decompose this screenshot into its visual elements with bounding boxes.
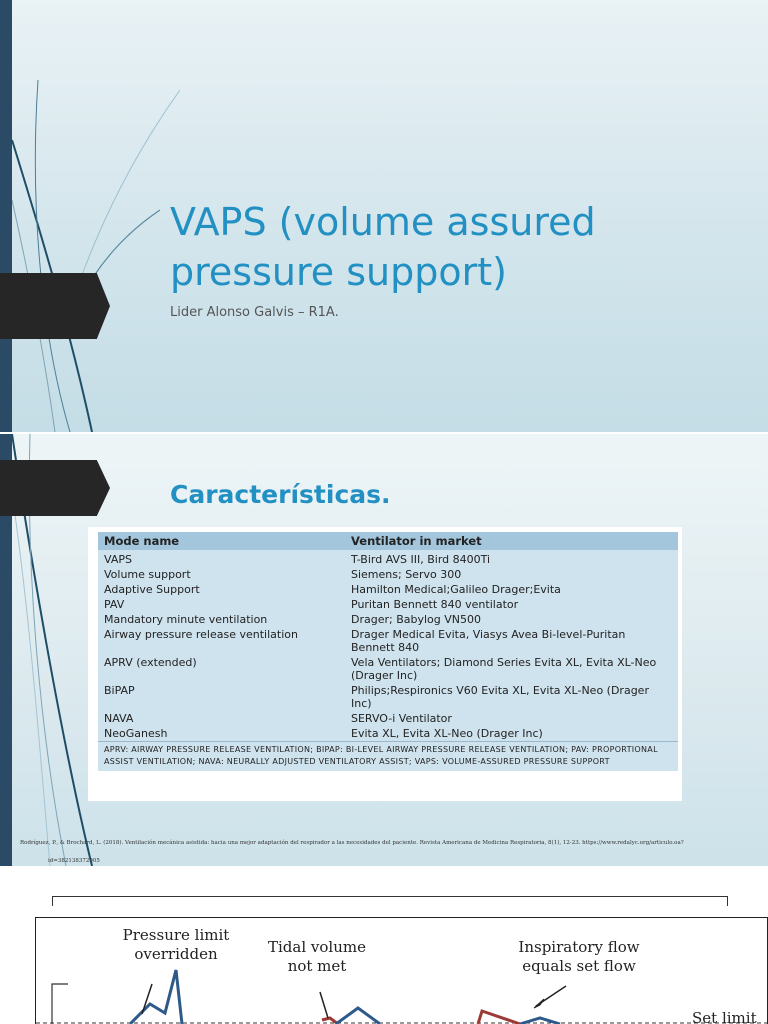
waveform-slide <box>0 868 768 1024</box>
mode-cell: NeoGanesh <box>98 726 345 741</box>
ventilator-cell: Puritan Bennett 840 ventilator <box>345 597 678 612</box>
table-row <box>98 597 678 612</box>
ventilator-cell: Siemens; Servo 300 <box>345 567 678 582</box>
pressure-wave-1 <box>130 970 182 1024</box>
table-row <box>98 582 678 597</box>
ventilator-cell: Drager Medical Evita, Viasys Avea Bi-level-Puritan Bennett 840 <box>345 627 678 655</box>
table-row <box>98 711 678 726</box>
table-row <box>98 612 678 627</box>
slide-title <box>170 197 730 297</box>
table-row <box>98 550 678 567</box>
citation-id: id=382138372005 <box>48 858 100 864</box>
title-slide <box>0 0 768 432</box>
ventilator-cell: Philips;Respironics V60 Evita XL, Evita XL-Neo (Drager Inc) <box>345 683 678 711</box>
pointer-arrow-2 <box>320 992 328 1018</box>
inspiratory-flow-label: Inspiratory flow equals set flow <box>518 938 640 975</box>
ventilator-cell: Vela Ventilators; Diamond Series Evita XL, Evita XL-Neo (Drager Inc) <box>345 655 678 683</box>
arrow-tab <box>0 460 110 516</box>
modes-table <box>98 532 678 741</box>
title-line-2: pressure support) <box>170 250 507 294</box>
mode-cell: PAV <box>98 597 345 612</box>
ventilator-cell: T-Bird AVS III, Bird 8400Ti <box>345 550 678 567</box>
slide-subtitle: Lider Alonso Galvis – R1A. <box>170 305 339 320</box>
ventilator-cell: Drager; Babylog VN500 <box>345 612 678 627</box>
pressure-limit-label: Pressure limit overridden <box>122 926 230 963</box>
table-footnote: APRV: AIRWAY PRESSURE RELEASE VENTILATION; BIPAP: BI-LEVEL AIRWAY PRESSURE RELEASE VENTILATION; PAV: PROPORTIONAL ASSIST VENTILATION; NAVA: NEURALLY ADJUSTED VENTILATORY ASSIST; VAPS: VOLUME-ASSURED PRESSURE SUPPORT <box>98 741 678 771</box>
set-limit-label: Set limit <box>692 1009 757 1024</box>
table-row <box>98 627 678 655</box>
ventilator-cell: SERVO-i Ventilator <box>345 711 678 726</box>
mode-cell: APRV (extended) <box>98 655 345 683</box>
mode-cell: Mandatory minute ventilation <box>98 612 345 627</box>
ventilator-modes-table <box>88 527 682 801</box>
arrow-head-3 <box>534 999 544 1008</box>
table-row <box>98 567 678 582</box>
pressure-wave-3-red <box>478 1011 520 1024</box>
left-accent-bar <box>0 0 12 432</box>
table-row <box>98 726 678 741</box>
axis-bracket <box>52 984 68 1024</box>
mode-cell: Volume support <box>98 567 345 582</box>
citation-text: Rodríguez, P., & Brochard, L. (2018). Ventilación mecánica asistida: hacia una mejor adaptación del respirador a las necesidades del paciente. Revista Americana de Medicina Respiratoria, 8(1), 12-23. https://www.redalyc.org/articulo.oa? <box>20 840 684 846</box>
pressure-wave-2 <box>336 1008 380 1024</box>
ventilator-cell: Hamilton Medical;Galileo Drager;Evita <box>345 582 678 597</box>
slide-heading: Características. <box>170 480 391 509</box>
mode-cell: NAVA <box>98 711 345 726</box>
title-line-1: VAPS (volume assured <box>170 200 596 244</box>
arrow-tab <box>0 273 110 339</box>
mode-cell: Airway pressure release ventilation <box>98 627 345 655</box>
characteristics-slide <box>0 434 768 866</box>
pointer-arrow-1 <box>142 984 152 1014</box>
mode-cell: Adaptive Support <box>98 582 345 597</box>
ventilator-cell: Evita XL, Evita XL-Neo (Drager Inc) <box>345 726 678 741</box>
mode-cell: BiPAP <box>98 683 345 711</box>
header-ventilator: Ventilator in market <box>345 532 678 550</box>
tidal-volume-label: Tidal volume not met <box>268 938 366 975</box>
citation <box>20 834 760 866</box>
table-row <box>98 655 678 683</box>
table-header-row <box>98 532 678 550</box>
header-mode-name: Mode name <box>98 532 345 550</box>
table-row <box>98 683 678 711</box>
mode-cell: VAPS <box>98 550 345 567</box>
